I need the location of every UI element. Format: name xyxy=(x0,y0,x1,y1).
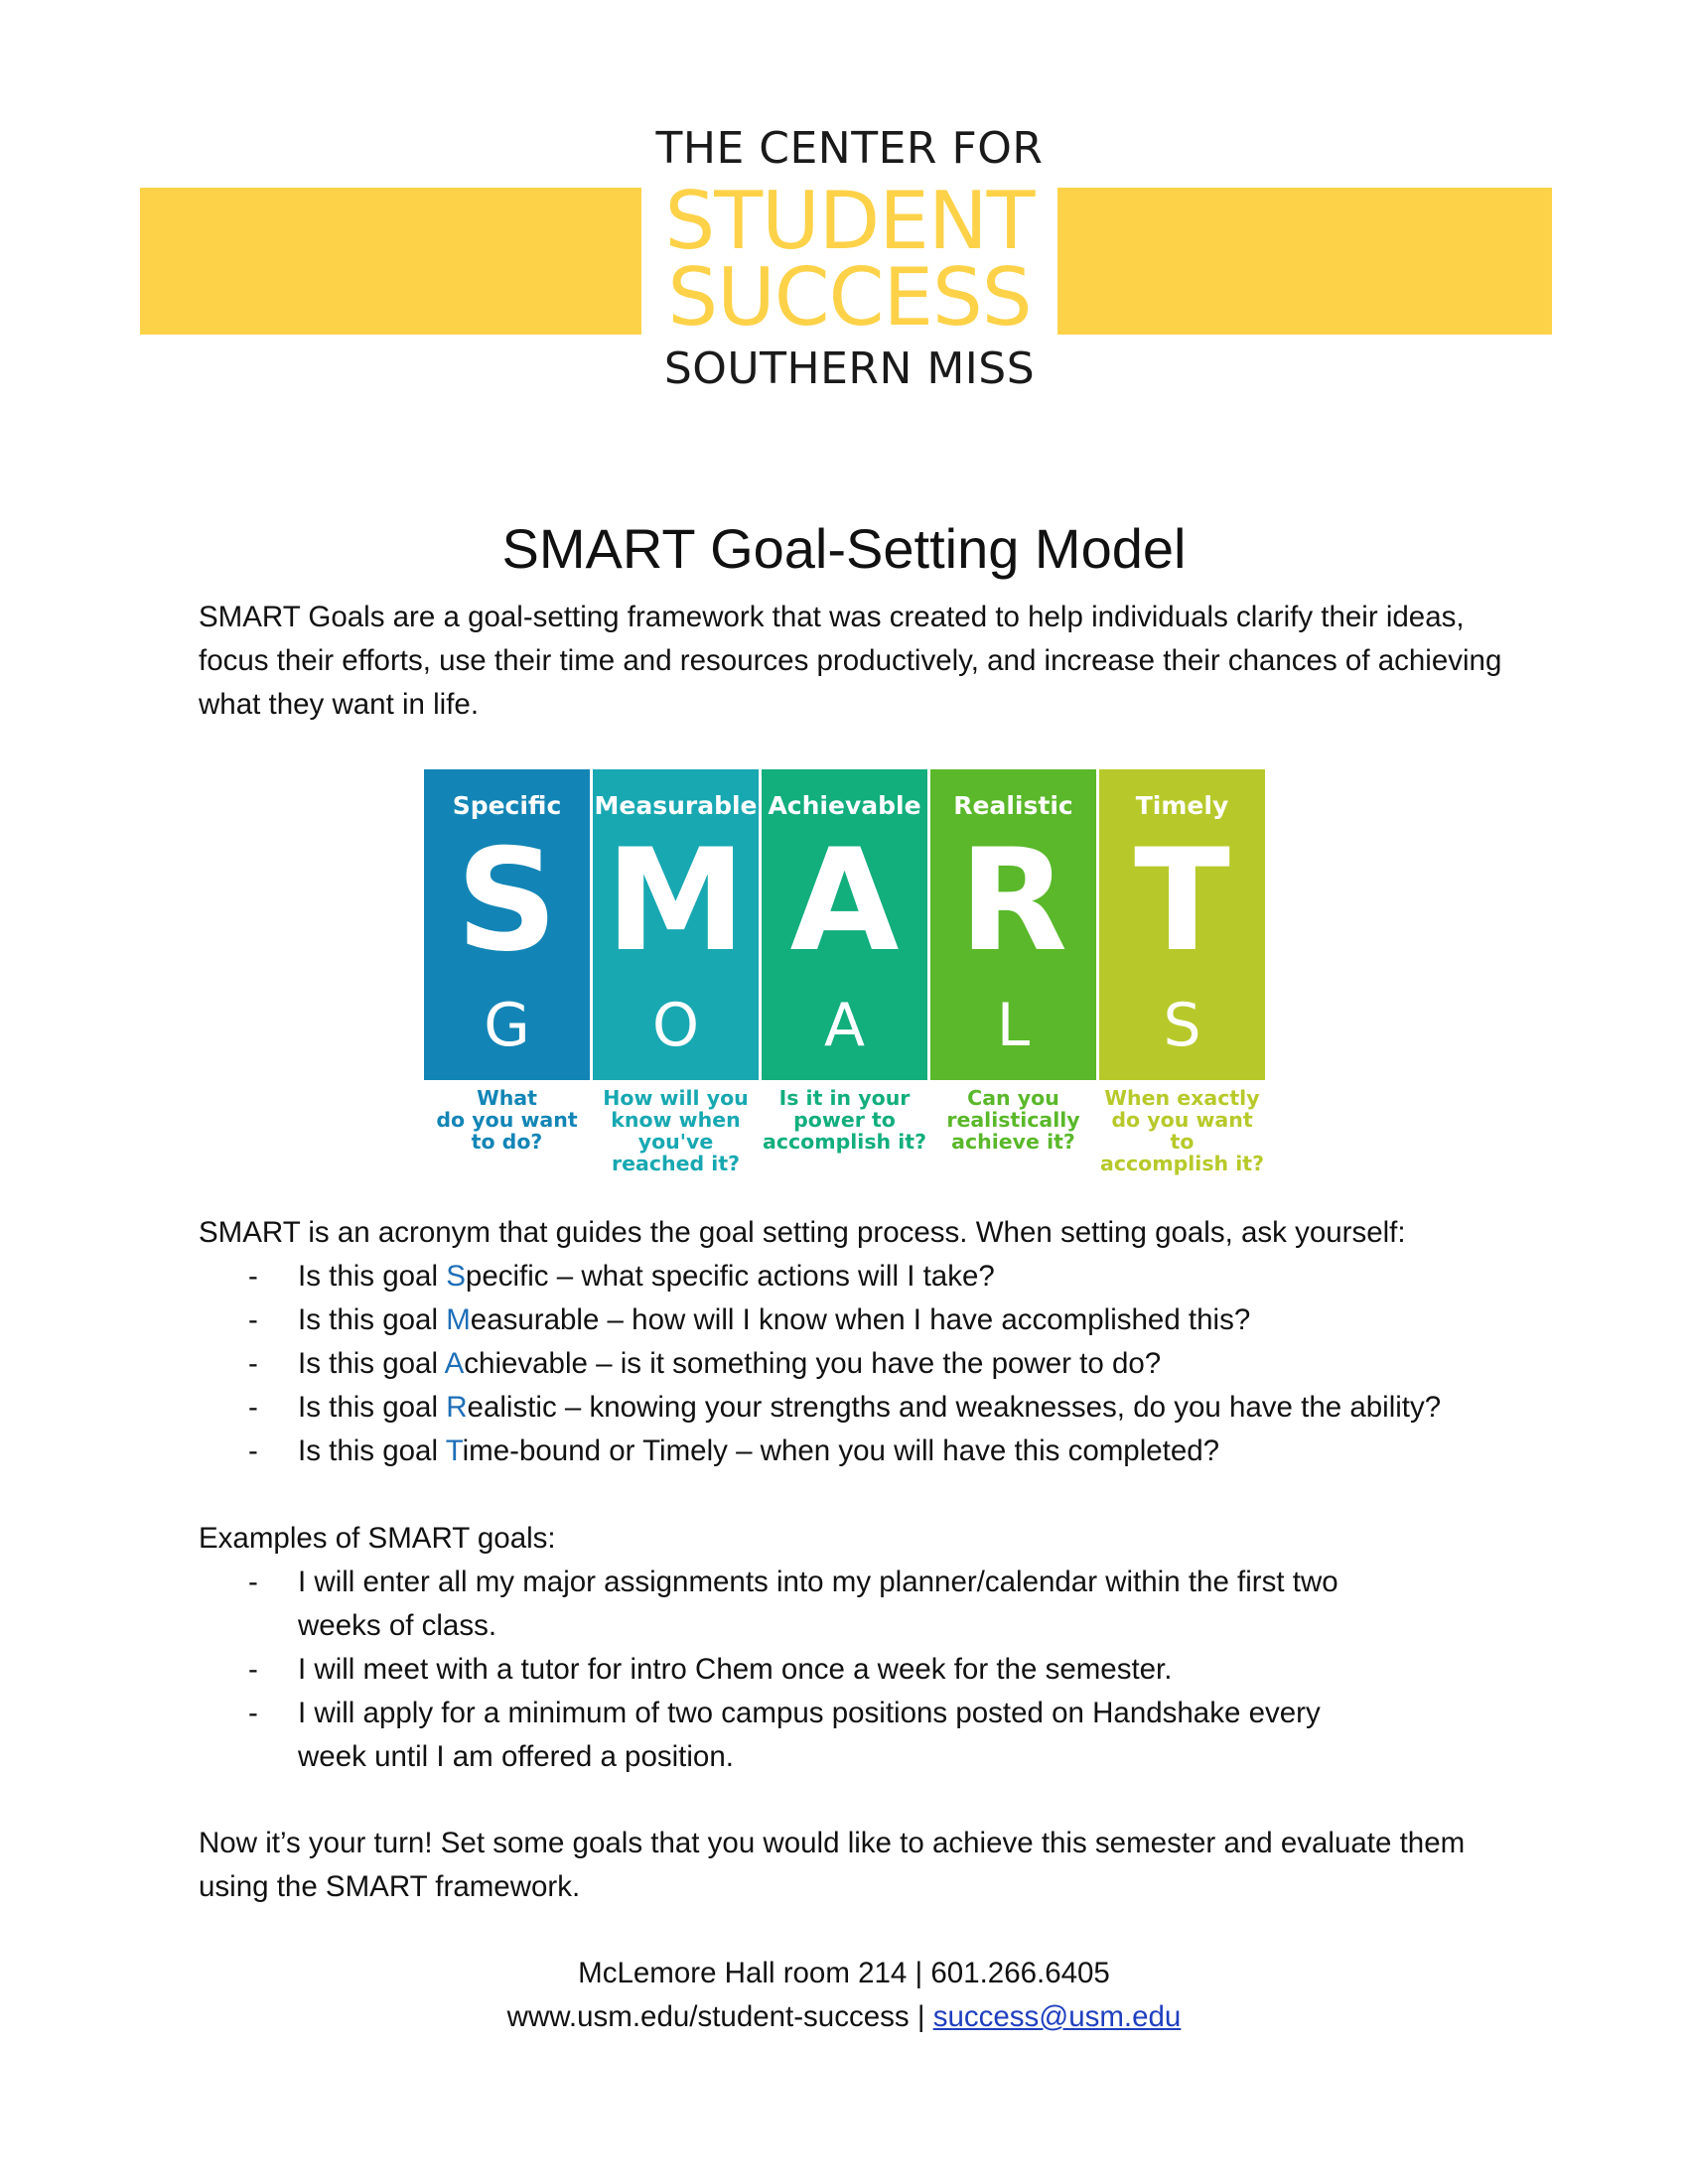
smart-question-line: How will you xyxy=(603,1086,749,1110)
example-line: I will enter all my major assignments into my planner/calendar within the first two xyxy=(298,1566,1338,1598)
question-prefix: Is this goal xyxy=(298,1303,447,1336)
question-rest: pecific – what specific actions will I take? xyxy=(465,1260,995,1293)
logo-line-student: STUDENT xyxy=(664,175,1035,267)
examples-list xyxy=(199,1561,1509,1779)
smart-question-achievable xyxy=(762,1087,927,1153)
goals-letter-timely: S xyxy=(1163,991,1201,1060)
smart-letter-timely: T xyxy=(1134,819,1230,983)
smart-question-line: know when xyxy=(611,1108,741,1132)
smart-question-item xyxy=(199,1386,1509,1430)
smart-box-timely xyxy=(1099,769,1265,1080)
example-line: week until I am offered a position. xyxy=(298,1740,734,1773)
smart-question-line: power to xyxy=(793,1108,896,1132)
smart-word-achievable: Achievable xyxy=(768,791,921,820)
logo-line-southern-miss: SOUTHERN MISS xyxy=(663,343,1036,394)
smart-goals-graphic xyxy=(424,769,1266,1186)
question-rest: ealistic – knowing your strengths and weaknesses, do you have the ability? xyxy=(467,1391,1442,1424)
question-prefix: Is this goal xyxy=(298,1434,446,1467)
goals-letter-specific: G xyxy=(484,991,530,1060)
smart-question-item xyxy=(199,1255,1509,1298)
question-accent-letter: S xyxy=(446,1260,466,1293)
footer-email-link[interactable]: success@usm.edu xyxy=(932,2000,1182,2033)
smart-question-line: you've xyxy=(637,1130,714,1154)
smart-question-line: do you want xyxy=(436,1108,578,1132)
question-rest: ime-bound or Timely – when you will have this completed? xyxy=(462,1434,1220,1467)
smart-question-line: reached it? xyxy=(611,1152,741,1175)
smart-letter-achievable: A xyxy=(789,819,900,983)
footer-links xyxy=(0,1995,1688,2039)
smart-box-achievable xyxy=(762,769,927,1080)
question-prefix: Is this goal xyxy=(298,1391,447,1424)
footer-contact: McLemore Hall room 214 | 601.266.6405 xyxy=(578,1957,1110,1989)
smart-questions-list xyxy=(199,1255,1509,1473)
question-accent-letter: M xyxy=(446,1303,471,1336)
dash-bullet: - xyxy=(248,1434,258,1467)
example-line: weeks of class. xyxy=(298,1609,497,1642)
smart-word-realistic: Realistic xyxy=(953,791,1073,820)
examples-heading: Examples of SMART goals: xyxy=(199,1522,556,1555)
question-rest: easurable – how will I know when I have accomplished this? xyxy=(470,1303,1251,1336)
footer-website: www.usm.edu/student-success xyxy=(506,2000,910,2033)
smart-letter-measurable: M xyxy=(605,819,747,983)
smart-question-line: do you want to xyxy=(1111,1108,1253,1154)
smart-question-realistic xyxy=(930,1087,1096,1153)
dash-bullet: - xyxy=(248,1260,258,1293)
goals-letter-realistic: L xyxy=(996,991,1031,1060)
smart-word-specific: Specific xyxy=(452,791,562,820)
dash-bullet: - xyxy=(248,1566,258,1598)
logo-line-center-for: THE CENTER FOR xyxy=(655,123,1044,174)
smart-box-specific xyxy=(424,769,590,1080)
dash-bullet: - xyxy=(248,1653,258,1686)
center-logo xyxy=(0,0,1688,417)
question-accent-letter: R xyxy=(446,1391,468,1424)
smart-word-timely: Timely xyxy=(1135,791,1229,820)
smart-question-line: Is it in your xyxy=(778,1086,911,1110)
question-accent-letter: A xyxy=(444,1347,465,1380)
closing-paragraph: Now it’s your turn! Set some goals that you would like to achieve this semester and evaluate them using the SMART framework. xyxy=(199,1827,1466,1903)
example-line: I will apply for a minimum of two campus positions posted on Handshake every xyxy=(298,1697,1321,1729)
smart-question-line: Can you xyxy=(967,1086,1059,1110)
example-item xyxy=(199,1692,1509,1779)
smart-question-item xyxy=(199,1342,1509,1386)
page-title: SMART Goal-Setting Model xyxy=(501,517,1187,580)
goals-letter-achievable: A xyxy=(823,991,866,1060)
goals-letter-measurable: O xyxy=(651,991,700,1060)
smart-question-specific xyxy=(424,1087,590,1153)
acronym-intro: SMART is an acronym that guides the goal setting process. When setting goals, ask yourself: xyxy=(199,1216,1406,1249)
smart-question-line: to do? xyxy=(471,1130,543,1154)
question-prefix: Is this goal xyxy=(298,1260,447,1293)
dash-bullet: - xyxy=(248,1303,258,1336)
smart-question-line: accomplish it? xyxy=(763,1130,926,1154)
smart-box-measurable xyxy=(593,769,759,1080)
dash-bullet: - xyxy=(248,1697,258,1729)
smart-question-line: achieve it? xyxy=(951,1130,1075,1154)
smart-question-line: realistically xyxy=(946,1108,1080,1132)
smart-box-realistic xyxy=(930,769,1096,1080)
smart-question-line: When exactly xyxy=(1104,1086,1260,1110)
smart-question-measurable xyxy=(593,1087,759,1174)
question-rest: chievable – is it something you have the power to do? xyxy=(464,1347,1162,1380)
logo-band-right xyxy=(1057,188,1552,335)
smart-question-timely xyxy=(1099,1087,1265,1174)
smart-word-measurable: Measurable xyxy=(594,791,758,820)
dash-bullet: - xyxy=(248,1391,258,1424)
example-line: I will meet with a tutor for intro Chem once a week for the semester. xyxy=(298,1653,1173,1686)
smart-question-line: What xyxy=(477,1086,537,1110)
smart-question-item xyxy=(199,1298,1509,1342)
logo-line-success: SUCCESS xyxy=(667,251,1032,343)
smart-question-item xyxy=(199,1430,1509,1473)
footer-separator: | xyxy=(909,2000,933,2033)
dash-bullet: - xyxy=(248,1347,258,1380)
example-item xyxy=(199,1648,1509,1692)
smart-question-line: accomplish it? xyxy=(1100,1152,1264,1175)
smart-letter-specific: S xyxy=(456,819,558,983)
logo-band-left xyxy=(140,188,641,335)
example-item xyxy=(199,1561,1509,1648)
smart-letter-realistic: R xyxy=(958,819,1068,983)
intro-paragraph: SMART Goals are a goal-setting framework that was created to help individuals clarify their ideas, focus their efforts, use their time and resources productively, and increase their chances of achieving what they want in life. xyxy=(199,601,1502,721)
question-accent-letter: T xyxy=(445,1434,463,1467)
question-prefix: Is this goal xyxy=(298,1347,445,1380)
